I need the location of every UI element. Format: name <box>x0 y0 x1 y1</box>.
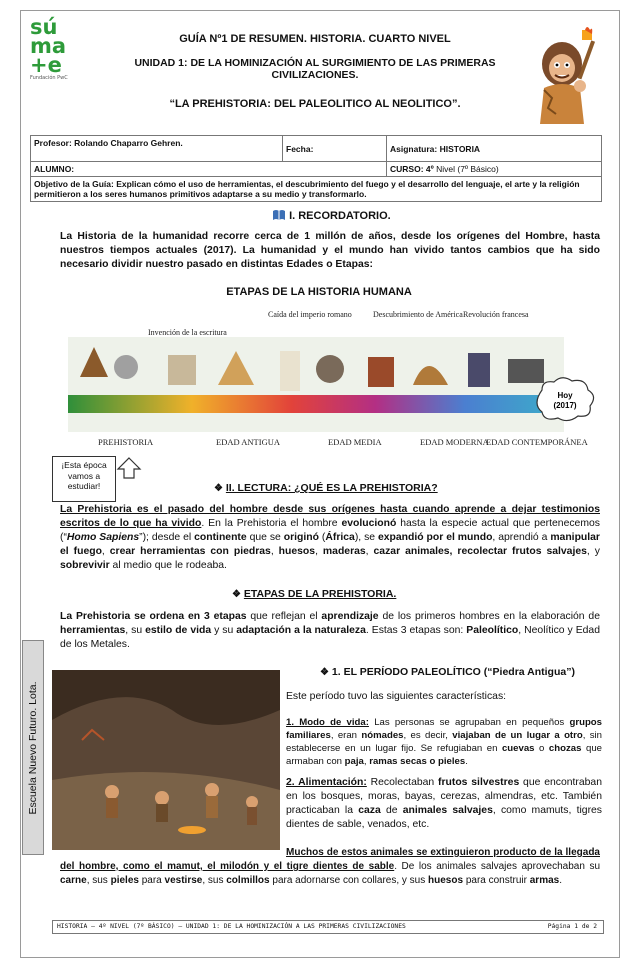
pre-a: La Prehistoria es el pasado del hombre desde sus orígenes hasta cuando aprende a dejar testimonios escritos de lo que ha vivido <box>60 504 600 529</box>
ord-i: adaptación a la naturaleza <box>236 625 366 636</box>
mv-o: ramas secas o pieles <box>369 756 466 767</box>
extincion-paragraph <box>60 846 600 888</box>
mv-k: chozas <box>548 743 582 754</box>
diamond-bullet-icon: ❖ <box>320 667 329 678</box>
recordatorio-heading <box>272 209 391 222</box>
logo-line-2: ma <box>30 34 67 58</box>
pre-j: ( <box>318 532 326 543</box>
ord-j: . Estas 3 etapas son: <box>365 625 467 636</box>
pre-k: África <box>325 532 355 543</box>
timeline-label-america: Descubrimiento de América <box>373 310 463 319</box>
al-e: caza <box>358 805 381 816</box>
book-icon <box>272 209 286 221</box>
al-b: Recolectaban <box>366 777 439 788</box>
profesor-cell: Profesor: Rolando Chaparro Gehren. <box>31 136 283 162</box>
pre-o: manipular el fuego <box>60 532 600 557</box>
pre-r: , <box>270 546 279 557</box>
ext-l: para construir <box>463 875 530 886</box>
etapas-prehistoria-heading <box>232 588 396 600</box>
ord-b: que reflejan el <box>246 611 322 622</box>
pre-z: al medio que le rodeaba. <box>109 560 227 571</box>
pre-y: sobrevivir <box>60 560 110 571</box>
pre-q: crear herramientas con piedras <box>109 546 271 557</box>
etapas-heading: ETAPAS DE LA HISTORIA HUMANA <box>226 286 412 298</box>
al-f: de <box>380 805 403 816</box>
logo-subtitle: Fundación PwC <box>30 75 68 81</box>
logo-line-3: +e <box>30 53 62 77</box>
al-d: que encontraban en los bosques, moras, bayas, cerezas, almendras, etc. También practicaban la <box>286 777 602 816</box>
sumate-logo <box>30 15 100 81</box>
ext-f: para <box>138 875 165 886</box>
mv-e: nómades <box>361 730 404 741</box>
page-number: Página 1 de 2 <box>547 923 597 930</box>
pre-s: huesos <box>278 546 316 557</box>
cave-scene-illustration <box>52 670 280 850</box>
curso-label: CURSO: 4º <box>390 164 434 174</box>
pre-n: , aprendió a <box>492 532 551 543</box>
etapas-prehistoria-title: ETAPAS DE LA PREHISTORIA. <box>243 588 397 600</box>
mv-g: viajaban de un lugar a otro <box>452 730 583 741</box>
asignatura-label: Asignatura: <box>390 143 438 154</box>
era-moderna: EDAD MODERNA <box>420 437 489 447</box>
lectura-heading <box>214 482 438 494</box>
school-name: Escuela Nuevo Futuro. Lota. <box>27 680 39 815</box>
pre-m: expandió por el mundo <box>378 532 493 543</box>
ext-m: armas <box>529 875 560 886</box>
mv-h: , sin establecerse en un lugar fijo. Se refugiaban en <box>286 730 603 754</box>
objetivo-text: Explican cómo el uso de herramientas, el descubrimiento del fuego y el desarrollo del lenguaje, el arte y la religión permitieron a los seres humanos primitivos adaptarse a su medio y transformarlo. <box>34 179 580 199</box>
timeline-label-escritura: Invención de la escritura <box>148 328 227 337</box>
ext-i: colmillos <box>226 875 270 886</box>
pre-g: continente <box>194 532 247 543</box>
timeline-label-francesa: Revolución francesa <box>463 310 529 319</box>
ord-g: estilo de vida <box>145 625 212 636</box>
ord-d: de los primeros hombres en la elaboración de <box>378 611 600 622</box>
paleolitico-heading <box>320 666 575 678</box>
ord-a: La Prehistoria se ordena en 3 etapas <box>60 611 247 622</box>
asignatura-value: HISTORIA <box>439 143 481 154</box>
mv-p: . <box>465 756 468 767</box>
unit-title: UNIDAD 1: DE LA HOMINIZACIÓN AL SURGIMIENTO DE LAS PRIMERAS CIVILIZACIONES. <box>134 57 496 81</box>
ext-h: , sus <box>202 875 227 886</box>
ext-b: . De los animales salvajes aprovechaban su <box>394 861 601 872</box>
ext-d: , sus <box>86 875 111 886</box>
pre-f: ”); desde el <box>139 532 195 543</box>
era-media: EDAD MEDIA <box>328 437 382 447</box>
al-h: , como mamuts, tigres dientes de sable, venados, etc. <box>286 805 602 830</box>
hoy-line-2: (2017) <box>553 401 577 410</box>
paleolitico-title: 1. EL PERÍODO PALEOLÍTICO (“Piedra Antigua”) <box>331 666 575 678</box>
ord-e: herramientas <box>60 625 126 636</box>
lectura-title: II. LECTURA: ¿QUÉ ES LA PREHISTORIA? <box>225 482 438 494</box>
ext-a: Muchos de estos animales se extinguieron producto de la llegada del hombre, como el mamut, el milodón y el tigre dientes de sable <box>60 847 600 872</box>
ord-k: Paleolítico <box>466 625 519 636</box>
up-arrow-icon <box>116 456 142 480</box>
topic-title: “LA PREHISTORIA: DEL PALEOLITICO AL NEOLITICO”. <box>169 98 461 110</box>
guide-title: GUÍA Nº1 DE RESUMEN. HISTORIA. CUARTO NIVEL <box>179 33 451 45</box>
timeline-label-roma: Caída del imperio romano <box>268 310 352 319</box>
page-footer <box>52 920 604 934</box>
pre-x: , y <box>586 546 600 557</box>
pre-v: , <box>365 546 374 557</box>
pre-b: . En la Prehistoria el hombre <box>201 518 342 529</box>
caveman-illustration <box>530 28 608 128</box>
mv-m: paja <box>344 756 364 767</box>
mv-a: 1. Modo de vida: <box>286 717 369 728</box>
asignatura-cell <box>387 136 602 162</box>
ext-k: huesos <box>428 875 464 886</box>
mv-b: Las personas se agrupaban en pequeños <box>368 717 570 728</box>
logo-line-1: sú <box>30 15 58 39</box>
diamond-bullet-icon: ❖ <box>232 589 241 600</box>
mv-n: , <box>363 756 370 767</box>
ext-c: carne <box>60 875 87 886</box>
footer-text: HISTORIA – 4º NIVEL (7º BÁSICO) – UNIDAD 1: DE LA HOMINIZACIÓN A LAS PRIMERAS CIVILIZACIONES <box>57 923 406 930</box>
pre-u: maderas <box>322 546 366 557</box>
objetivo-label: Objetivo de la Guía: <box>34 179 114 189</box>
ext-e: pieles <box>110 875 139 886</box>
pre-d: hasta la especie actual que pertenecemos (“ <box>60 518 600 543</box>
recordatorio-title: I. RECORDATORIO. <box>289 210 391 222</box>
al-a: 2. Alimentación: <box>286 777 367 788</box>
info-table <box>30 135 602 202</box>
pre-t: , <box>315 546 323 557</box>
ordena-paragraph <box>60 610 600 652</box>
prehistoria-paragraph <box>60 503 600 573</box>
ord-c: aprendizaje <box>321 611 379 622</box>
ord-h: y su <box>211 625 237 636</box>
recordatorio-paragraph: La Historia de la humanidad recorre cerca de 1 millón de años, desde los orígenes del Hombre, hasta nuestros tiempos actuales (2017). La humanidad y el mundo han vivido tantos cambios que ha sido necesario dividir nuestro pasado en distintas Edades o Etapas: <box>60 231 600 270</box>
pre-c: evolucionó <box>341 518 397 529</box>
era-antigua: EDAD ANTIGUA <box>216 437 280 447</box>
mv-c: grupos familiares <box>286 717 602 741</box>
curso-value: Nivel (7º Básico) <box>436 164 499 174</box>
pre-h: que se <box>246 532 284 543</box>
mv-d: , eran <box>330 730 362 741</box>
hoy-line-1: Hoy <box>557 391 573 400</box>
modo-de-vida-paragraph <box>286 716 602 768</box>
mv-i: cuevas <box>501 743 535 754</box>
fecha-cell[interactable]: Fecha: <box>283 136 387 162</box>
al-g: animales salvajes <box>402 805 493 816</box>
school-side-label <box>22 640 44 855</box>
paleolitico-intro: Este período tuvo las siguientes características: <box>286 691 507 702</box>
ext-g: vestirse <box>164 875 203 886</box>
era-prehistoria: PREHISTORIA <box>98 437 154 447</box>
epoca-callout: ¡Esta época vamos a estudiar! <box>52 456 116 502</box>
mv-f: , es decir, <box>403 730 453 741</box>
pre-w: cazar animales, recolectar frutos salvajes <box>373 546 587 557</box>
curso-cell <box>387 162 602 177</box>
pre-l: ), se <box>354 532 378 543</box>
ord-f: , su <box>125 625 146 636</box>
pre-i: originó <box>283 532 319 543</box>
diamond-bullet-icon: ❖ <box>214 483 223 494</box>
ext-j: para adornarse con collares, y sus <box>269 875 429 886</box>
ord-l: , Neolítico y Edad de los Metales. <box>60 625 600 650</box>
alumno-cell[interactable]: ALUMNO: <box>31 162 387 177</box>
mv-l: que armaban con <box>286 743 602 767</box>
era-contemporanea: EDAD CONTEMPORÁNEA <box>486 437 588 447</box>
alimentacion-paragraph <box>286 776 602 832</box>
al-c: frutos silvestres <box>438 777 520 788</box>
ext-n: . <box>559 875 562 886</box>
objetivo-cell <box>31 177 602 202</box>
pre-p: , <box>101 546 110 557</box>
pre-e: Homo Sapiens <box>66 532 140 543</box>
hoy-callout <box>532 376 598 426</box>
mv-j: o <box>534 743 549 754</box>
